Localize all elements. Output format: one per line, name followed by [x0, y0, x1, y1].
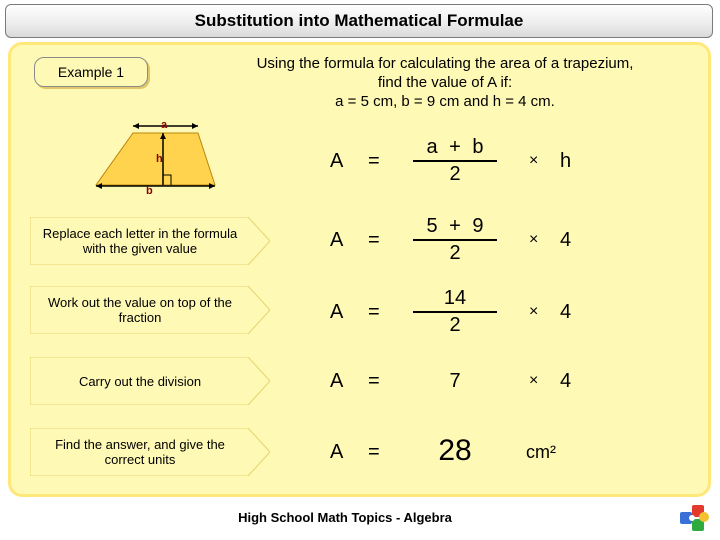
- row-3-fraction-bar: [413, 311, 497, 313]
- row-4-equals: =: [368, 370, 380, 392]
- row-3-numerator: 14: [443, 287, 467, 309]
- row-5-lhs: A: [330, 441, 344, 463]
- row-3-denominator: 2: [449, 314, 461, 336]
- row-1-numerator: a + b: [426, 136, 484, 158]
- row-4-lhs: A: [330, 370, 344, 392]
- formula-row-2: [300, 215, 600, 264]
- row-2-equals: =: [368, 229, 380, 251]
- label-b: b: [146, 185, 153, 197]
- label-h: h: [156, 153, 163, 165]
- row-2-lhs: A: [330, 229, 344, 251]
- step-3: [30, 357, 270, 405]
- question-line-3: a = 5 cm, b = 9 cm and h = 4 cm.: [335, 93, 555, 110]
- page-title: Substitution into Mathematical Formulae: [5, 4, 713, 38]
- formula-row-4: [300, 360, 600, 400]
- puzzle-pieces-icon: [678, 502, 712, 536]
- step-2-text: Work out the value on top of the fraction: [47, 295, 233, 325]
- row-5-equals: =: [368, 441, 380, 463]
- trapezium-diagram: [0, 0, 260, 200]
- row-2-numerator: 5 + 9: [426, 215, 484, 237]
- label-a: a: [161, 119, 168, 131]
- row-4-value: 7: [449, 370, 461, 392]
- row-2-times: ×: [529, 231, 539, 248]
- row-3-equals: =: [368, 301, 380, 323]
- row-1-lhs: A: [330, 150, 344, 172]
- question-line-1: Using the formula for calculating the area of a trapezium,: [256, 55, 634, 72]
- example-label: Example 1: [34, 57, 148, 87]
- row-2-factor: 4: [560, 229, 572, 251]
- question-line-2: find the value of A if:: [377, 74, 513, 91]
- row-1-times: ×: [529, 152, 539, 169]
- row-2-denominator: 2: [449, 242, 461, 264]
- row-1-equals: =: [368, 150, 380, 172]
- question-text: [225, 54, 665, 111]
- row-3-factor: 4: [560, 301, 572, 323]
- formula-row-1: [300, 136, 600, 185]
- footer-text: High School Math Topics - Algebra: [238, 510, 452, 525]
- row-4-factor: 4: [560, 370, 572, 392]
- row-3-times: ×: [529, 303, 539, 320]
- step-4: [30, 428, 270, 476]
- step-1-text: Replace each letter in the formula with the given value: [42, 226, 238, 256]
- step-3-text: Carry out the division: [78, 373, 202, 389]
- row-2-fraction-bar: [413, 239, 497, 241]
- step-4-text: Find the answer, and give the correct units: [55, 437, 225, 467]
- row-4-times: ×: [529, 372, 539, 389]
- step-2: [30, 286, 270, 334]
- formula-row-3: [300, 287, 600, 336]
- row-1-factor: h: [560, 150, 572, 172]
- step-1: [30, 217, 270, 265]
- row-1-denominator: 2: [449, 163, 461, 185]
- formula-row-5: [300, 432, 600, 472]
- row-1-fraction-bar: [413, 160, 497, 162]
- row-5-answer: 28: [438, 434, 472, 467]
- row-3-lhs: A: [330, 301, 344, 323]
- row-5-units: cm²: [526, 442, 556, 462]
